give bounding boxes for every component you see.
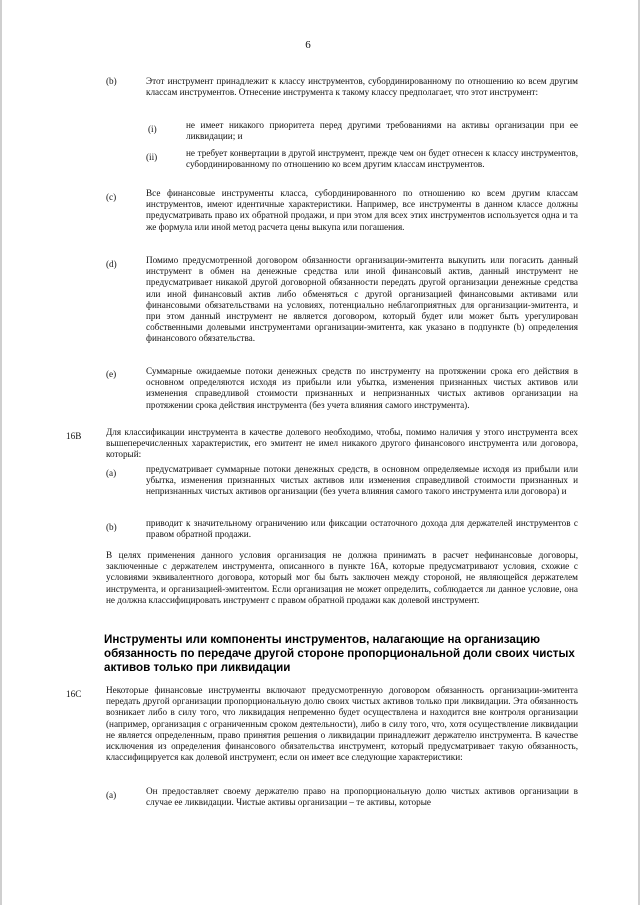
paragraph-number-16c: 16C bbox=[66, 689, 82, 699]
paragraph-number-16b: 16B bbox=[66, 431, 82, 441]
item-d-text: Помимо предусмотренной договором обязанности организации-эмитента выкупить или погасить данный инструмент в обмен на денежные средства или иной финансовый актив, данный инструмент не предусматривает никакой другой договорной обязанности передать другой организации денежные средства или иной финансовый актив либо обменяться с другой организацией финансовыми активами или финансовыми обязательствами на условиях, потенциально неблагоприятных для организации-эмитента, и при этом данный инструмент не является договором, который будет или может быть урегулирован собственными долевыми инструментами организации-эмитента, как указано в подпункте (b) определения финансового обязательства. bbox=[146, 255, 578, 344]
subitem-label-ii: (ii) bbox=[146, 152, 158, 162]
paragraph-16b-closing: В целях применения данного условия организация не должна принимать в расчет нефинансовые договоры, заключенные с держателем инструмента, описанного в пункте 16A, которые предусматривают условия, схожие с условиями эквивалентного договора, который мог бы быть заключен между стороной, не являющейся держателем инструмента, и организацией-эмитентом. Если организация не может определить, соблюдается ли данное условие, она не должна классифицировать инструмент с правом обратной продажи как долевой инструмент. bbox=[106, 550, 578, 605]
item-label-16c-a: (a) bbox=[106, 790, 117, 800]
item-label-e: (e) bbox=[106, 369, 117, 379]
section-heading: Инструменты или компоненты инструментов, налагающие на организацию обязанность по передаче другой стороне пропорциональной доли своих чистых активов только при ликвидации bbox=[104, 633, 575, 674]
item-c-text: Все финансовые инструменты класса, субординированного по отношению ко всем другим классам инструментов, имеют идентичные характеристики. Например, все инструменты в данном классе должны предусматривать право их обратной продажи, и при этом для всех этих инструментов используется одна и та же формула или иной метод расчета цены выкупа или погашения. bbox=[146, 188, 578, 232]
item-b-text: Этот инструмент принадлежит к классу инструментов, субординированному по отношению ко всем другим классам инструментов. Отнесение инструмента к такому классу предполагает, что этот инструмент: bbox=[146, 76, 578, 98]
paragraph-16b-intro: Для классификации инструмента в качестве долевого необходимо, чтобы, помимо наличия у этого инструмента всех вышеперечисленных характеристик, его эмитент не имел никакого другого финансового инструмента или договора, который: bbox=[106, 427, 578, 460]
subitem-ii-text: не требует конвертации в другой инструмент, прежде чем он будет отнесен к классу инструментов, субординированному по отношению ко всем другим классам инструментов. bbox=[186, 148, 578, 170]
subitem-label-i: (i) bbox=[148, 124, 157, 134]
item-label-16b-b: (b) bbox=[106, 522, 117, 532]
item-16c-a-text: Он предоставляет своему держателю право на пропорциональную долю чистых активов организации в случае ее ликвидации. Чистые активы организации – те активы, которые bbox=[146, 786, 578, 808]
item-label-b: (b) bbox=[106, 76, 117, 86]
item-e-text: Суммарные ожидаемые потоки денежных средств по инструменту на протяжении срока его действия в основном определяются исходя из прибыли или убытка, изменения признанных чистых активов или изменения справедливой стоимости признанных и непризнанных чистых активов организации на протяжении срока действия инструмента (без учета влияния самого инструмента). bbox=[146, 366, 578, 410]
paragraph-16c-text: Некоторые финансовые инструменты включают предусмотренную договором обязанность организации-эмитента передать другой организации пропорциональную долю своих чистых активов только при ликвидации. Эта обязанность возникает либо в силу того, что ликвидация непременно будет осуществлена и находится вне контроля организации (например, организация с ограниченным сроком деятельности), либо в силу того, что, хотя осуществление ликвидации не является определенным, право принятия решения о ликвидации принадлежит держателю инструмента. В качестве исключения из определения финансового обязательства инструмент, который предусматривает такую обязанность, классифицируется как долевой инструмент, если он имеет все следующие характеристики: bbox=[106, 685, 578, 763]
item-16b-a-text: предусматривает суммарные потоки денежных средств, в основном определяемые исходя из прибыли или убытка, изменения признанных чистых активов или изменения справедливой стоимости признанных и непризнанных чистых активов организации (без учета влияния самого такого инструмента или договора) и bbox=[146, 464, 578, 497]
item-16b-b-text: приводит к значительному ограничению или фиксации остаточного дохода для держателей инструментов с правом обратной продажи. bbox=[146, 518, 578, 540]
subitem-i-text: не имеет никакого приоритета перед другими требованиями на активы организации при ее ликвидации; и bbox=[186, 120, 578, 142]
item-label-16b-a: (a) bbox=[106, 468, 117, 478]
page-number: 6 bbox=[305, 39, 311, 51]
scan-edge-left bbox=[0, 0, 2, 905]
item-label-d: (d) bbox=[106, 259, 117, 269]
item-label-c: (c) bbox=[106, 192, 117, 202]
